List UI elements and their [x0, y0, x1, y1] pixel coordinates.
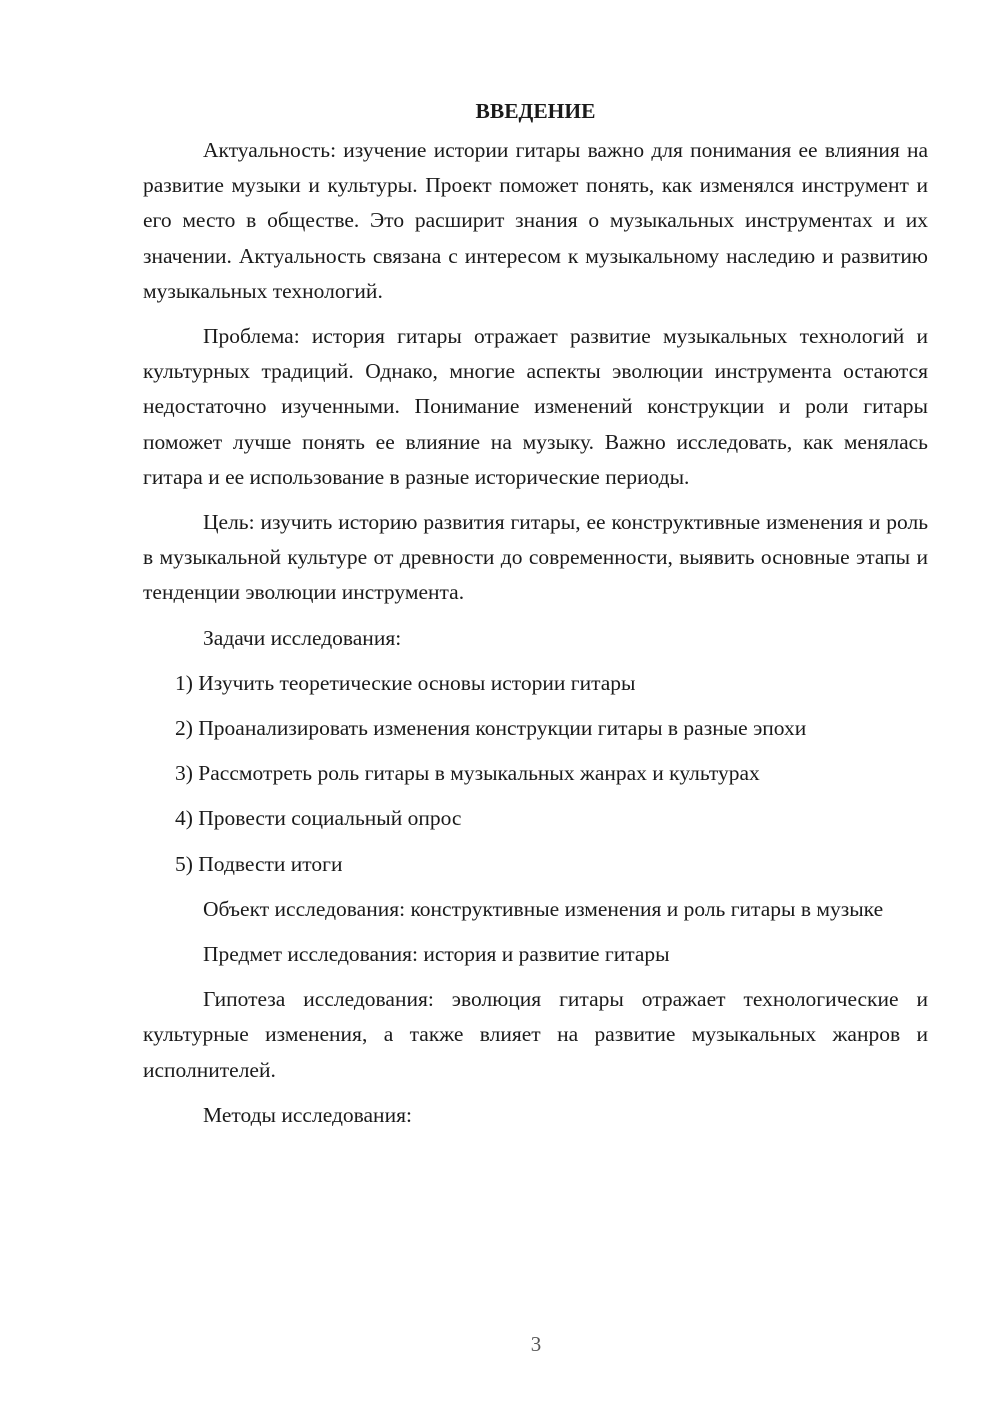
page-number: 3: [530, 1332, 542, 1356]
task-item: 4) Провести социальный опрос: [175, 806, 462, 831]
goal-paragraph: Цель: изучить историю развития гитары, ее конструктивные изменения и роль в музыкальной культуре от древности до современности, выявить основные этапы и тенденции эволюции инструмента.: [143, 510, 928, 605]
document-page: [143, 95, 928, 1143]
tasks-heading: Задачи исследования:: [203, 625, 402, 650]
section-heading: ВВЕДЕНИЕ: [475, 99, 596, 123]
tasks-list: [143, 666, 928, 882]
subject-paragraph: Предмет исследования: история и развитие гитары: [203, 942, 670, 967]
task-item: 2) Проанализировать изменения конструкции гитары в разные эпохи: [175, 716, 807, 741]
task-item: 1) Изучить теоретические основы истории гитары: [175, 670, 636, 695]
object-paragraph: Объект исследования: конструктивные изменения и роль гитары в музыке: [203, 896, 884, 921]
task-item: 5) Подвести итоги: [175, 851, 343, 876]
hypothesis-paragraph: Гипотеза исследования: эволюция гитары отражает технологические и культурные изменения, а также влияет на развитие музыкальных жанров и исполнителей.: [143, 987, 928, 1082]
problem-paragraph: Проблема: история гитары отражает развитие музыкальных технологий и культурных традиций. Однако, многие аспекты эволюции инструмента остаются недостаточно изученными. Понимание изменений конструкции и роли гитары поможет лучше понять ее влияние на музыку. Важно исследовать, как менялась гитара и ее использование в разные исторические периоды.: [143, 324, 928, 489]
task-item: 3) Рассмотреть роль гитары в музыкальных жанрах и культурах: [175, 761, 760, 786]
relevance-paragraph: Актуальность: изучение истории гитары важно для понимания ее влияния на развитие музыки и культуры. Проект поможет понять, как изменялся инструмент и его место в обществе. Это расширит знания о музыкальных инструментах и их значении. Актуальность связана с интересом к музыкальному наследию и развитию музыкальных технологий.: [143, 138, 928, 303]
methods-heading: Методы исследования:: [203, 1102, 412, 1127]
